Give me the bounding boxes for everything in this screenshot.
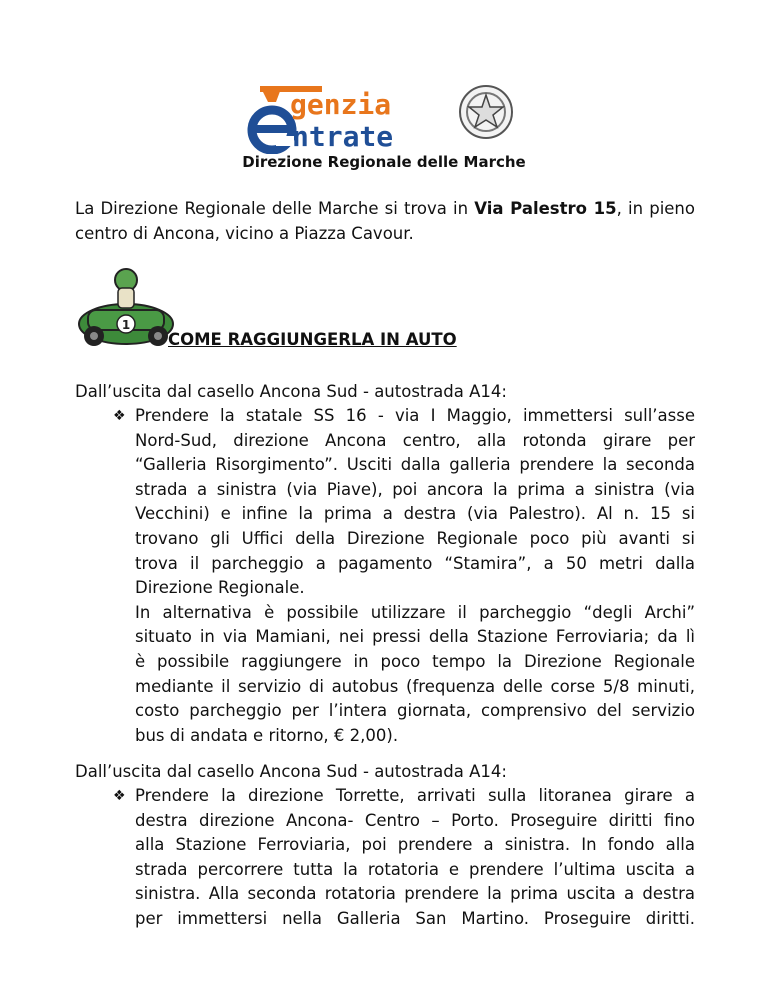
text-line: “Galleria Risorgimento”. Usciti dalla galleria prendere la seconda <box>135 455 695 475</box>
text-line: Prendere la direzione Torrette, arrivati sulla litoranea girare a <box>135 786 695 805</box>
route1-intro: Dall’uscita dal casello Ancona Sud - autostrada A14: <box>75 382 507 401</box>
text-line: Vecchini) e infine la prima a destra (via Palestro). Al n. 15 si <box>135 504 695 524</box>
text-line: mediante il servizio di autobus (frequenza delle corse 5/8 minuti, <box>135 676 695 696</box>
logo-text-bottom: ntrate <box>292 120 394 153</box>
section-heading: COME RAGGIUNGERLA IN AUTO <box>168 330 457 349</box>
intro-text-2: , in pieno <box>616 199 695 218</box>
agenzia-entrate-logo <box>246 80 526 154</box>
route2-intro: Dall’uscita dal casello Ancona Sud - autostrada A14: <box>75 762 507 781</box>
logo-text-top: genzia <box>290 88 392 121</box>
italian-emblem-icon <box>460 86 512 138</box>
diamond-bullet-icon: ❖ <box>113 408 126 424</box>
text-line: sinistra. Alla seconda rotatoria prendere la prima uscita a destra <box>135 884 695 904</box>
route2-text <box>135 784 695 932</box>
text-line: situato in via Mamiani, nei pressi della Stazione Ferroviaria; da lì <box>135 627 695 647</box>
route1-text <box>135 404 695 748</box>
intro-text-3: centro di Ancona, vicino a Piazza Cavour. <box>75 223 414 243</box>
office-subtitle: Direzione Regionale delle Marche <box>242 153 526 171</box>
text-line: trovano gli Uffici della Direzione Regionale poco più avanti si <box>135 528 695 548</box>
text-line: alla Stazione Ferroviaria, poi prendere a sinistra. In fondo alla <box>135 835 695 855</box>
text-line: trova il parcheggio a pagamento “Stamira”, a 50 metri dalla <box>135 553 695 573</box>
car-number: 1 <box>121 318 131 332</box>
address-text: Via Palestro 15 <box>474 199 617 218</box>
text-line: Prendere la statale SS 16 - via I Maggio, immettersi sull’asse <box>135 406 695 425</box>
text-line: Direzione Regionale. <box>135 578 305 598</box>
text-line: bus di andata e ritorno, € 2,00). <box>135 725 399 745</box>
text-line: strada a sinistra (via Piave), poi ancora la prima a sinistra (via <box>135 479 695 499</box>
race-car-icon <box>76 262 176 350</box>
text-line: destra direzione Ancona- Centro – Porto. Proseguire diritti fino <box>135 810 695 830</box>
intro-text-1: La Direzione Regionale delle Marche si trova in <box>75 199 475 218</box>
text-line: costo parcheggio per l’intera giornata, comprensivo del servizio <box>135 701 695 721</box>
logo-graphic <box>246 80 526 154</box>
text-line: è possibile raggiungere in poco tempo la Direzione Regionale <box>135 651 695 671</box>
diamond-bullet-icon: ❖ <box>113 788 126 804</box>
text-line: In alternativa è possibile utilizzare il parcheggio “degli Archi” <box>135 602 695 622</box>
text-line: Nord-Sud, direzione Ancona centro, alla rotonda girare per <box>135 430 695 450</box>
intro-paragraph <box>75 197 695 246</box>
text-line: strada percorrere tutta la rotatoria e prendere l’ultima uscita a <box>135 859 695 879</box>
text-line: per immettersi nella Galleria San Martino. Proseguire diritti. <box>135 908 695 928</box>
